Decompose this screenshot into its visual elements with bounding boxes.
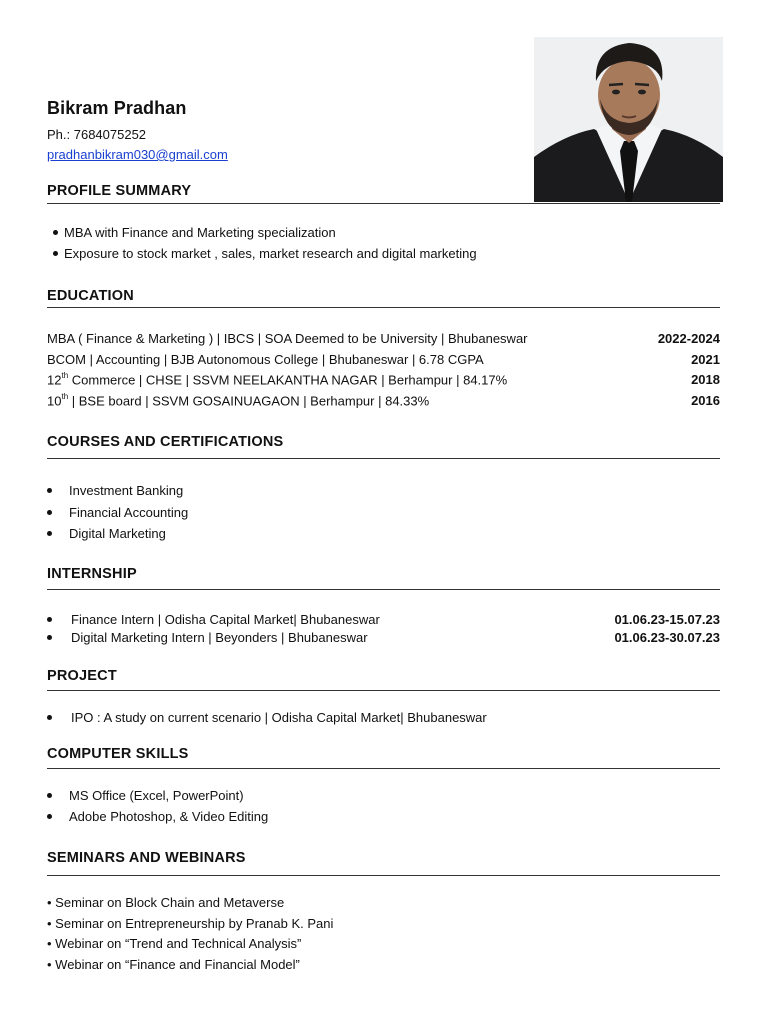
education-detail: 12th Commerce | CHSE | SSVM NEELAKANTHA NAGAR | Berhampur | 84.17% <box>47 371 508 388</box>
section-divider <box>47 307 720 308</box>
profile-photo <box>534 37 723 202</box>
internship-detail: Digital Marketing Intern | Beyonders | Bhubaneswar <box>47 630 368 645</box>
course-item: Digital Marketing <box>47 526 166 541</box>
course-item: Investment Banking <box>47 483 183 498</box>
bullet-icon <box>47 510 52 515</box>
internship-detail: Finance Intern | Odisha Capital Market| Bhubaneswar <box>47 612 380 627</box>
internship-heading: INTERNSHIP <box>47 566 137 582</box>
bullet-icon <box>47 814 52 819</box>
profile-summary-item: Exposure to stock market , sales, market research and digital marketing <box>53 246 477 261</box>
seminar-item: • Seminar on Block Chain and Metaverse <box>47 895 285 910</box>
education-row <box>47 331 720 346</box>
bullet-icon <box>53 251 58 256</box>
phone-number: Ph.: 7684075252 <box>47 127 147 142</box>
section-divider <box>47 203 720 204</box>
seminar-item: • Webinar on “Trend and Technical Analysis” <box>47 936 302 951</box>
internship-dates: 01.06.23-15.07.23 <box>614 612 720 627</box>
section-divider <box>47 768 720 769</box>
skill-item: Adobe Photoshop, & Video Editing <box>47 809 268 824</box>
education-detail: BCOM | Accounting | BJB Autonomous College | Bhubaneswar | 6.78 CGPA <box>47 352 484 367</box>
seminars-heading: SEMINARS AND WEBINARS <box>47 850 246 866</box>
section-divider <box>47 589 720 590</box>
section-divider <box>47 458 720 459</box>
education-row <box>47 393 720 408</box>
bullet-icon <box>47 715 52 720</box>
profile-summary-item: MBA with Finance and Marketing specialization <box>53 225 336 240</box>
candidate-name: Bikram Pradhan <box>47 98 187 118</box>
bullet-icon <box>47 488 52 493</box>
bullet-icon <box>47 635 52 640</box>
email-link[interactable]: pradhanbikram030@gmail.com <box>47 147 228 162</box>
seminar-item: • Webinar on “Finance and Financial Model” <box>47 957 300 972</box>
internship-row <box>47 612 720 627</box>
bullet-icon <box>47 531 52 536</box>
bullet-icon <box>53 230 58 235</box>
bullet-icon <box>47 793 52 798</box>
project-item: IPO : A study on current scenario | Odisha Capital Market| Bhubaneswar <box>47 710 487 725</box>
internship-dates: 01.06.23-30.07.23 <box>614 630 720 645</box>
courses-heading: COURSES AND CERTIFICATIONS <box>47 434 284 450</box>
project-heading: PROJECT <box>47 668 117 684</box>
education-year: 2018 <box>691 372 720 388</box>
internship-row <box>47 630 720 645</box>
section-divider <box>47 690 720 691</box>
section-divider <box>47 875 720 876</box>
education-row <box>47 352 720 367</box>
computer-skills-heading: COMPUTER SKILLS <box>47 746 189 762</box>
bullet-icon <box>47 617 52 622</box>
education-row <box>47 372 720 387</box>
skill-item: MS Office (Excel, PowerPoint) <box>47 788 244 803</box>
seminar-item: • Seminar on Entrepreneurship by Pranab K. Pani <box>47 916 334 931</box>
education-detail: MBA ( Finance & Marketing ) | IBCS | SOA Deemed to be University | Bhubaneswar <box>47 331 528 346</box>
education-detail: 10th | BSE board | SSVM GOSAINUAGAON | Berhampur | 84.33% <box>47 392 430 409</box>
profile-summary-heading: PROFILE SUMMARY <box>47 183 192 199</box>
education-year: 2022-2024 <box>657 331 720 346</box>
course-item: Financial Accounting <box>47 505 188 520</box>
education-year: 2021 <box>691 352 720 367</box>
education-heading: EDUCATION <box>47 288 134 304</box>
education-year: 2016 <box>691 393 720 409</box>
